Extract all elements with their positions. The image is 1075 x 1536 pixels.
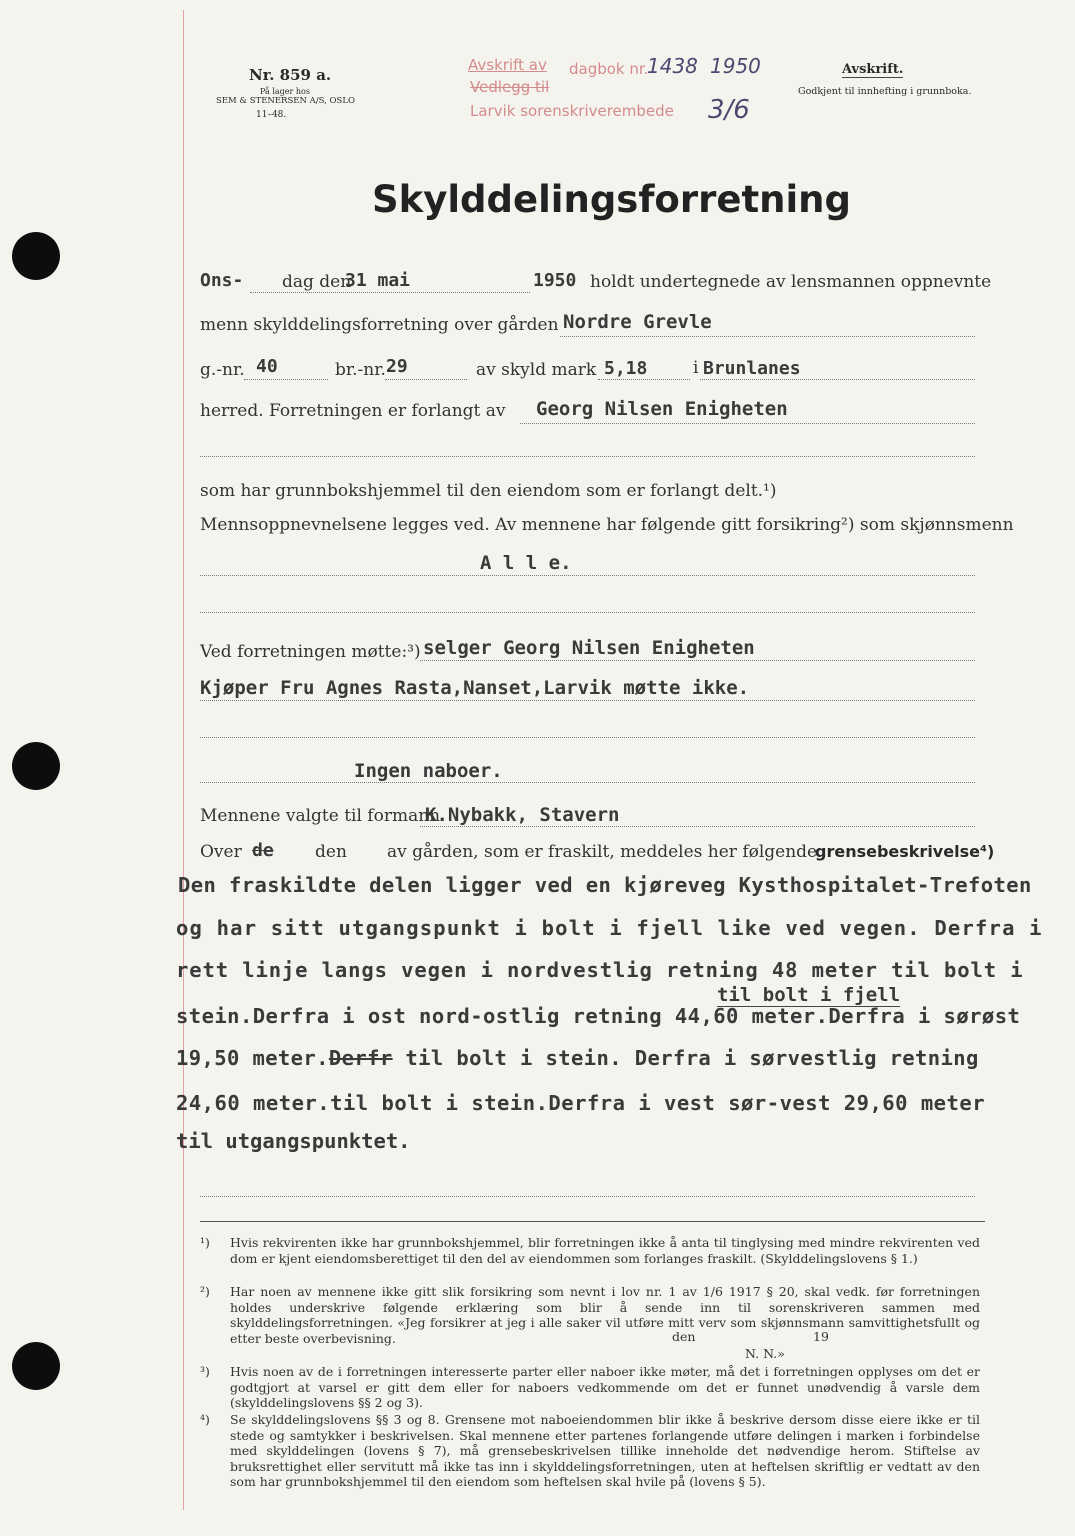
punch-hole xyxy=(12,1342,60,1390)
fill-line xyxy=(200,737,975,738)
footnote-number: ⁴) xyxy=(200,1412,210,1427)
boundary-line: og har sitt utgangspunkt i bolt i fjell like ved vegen. Derfra i xyxy=(176,916,1043,940)
boundary-line: Den fraskildte delen ligger ved en kjøreveg Kysthospitalet-Trefoten xyxy=(178,873,1032,897)
fill-line xyxy=(420,660,975,661)
attendee: selger Georg Nilsen Enigheten xyxy=(423,637,755,659)
fill-line xyxy=(200,612,975,613)
chairman: K.Nybakk, Stavern xyxy=(425,804,620,826)
fill-line xyxy=(200,575,975,576)
boundary-text: 19,50 meter. xyxy=(176,1046,329,1070)
stamp-journal-label: dagbok nr. xyxy=(569,60,649,78)
boundary-insert: til bolt i fjell xyxy=(717,984,901,1006)
footnote-text: Hvis noen av de i forretningen interesserte parter eller naboer ikke møter, må det i forretningen opplyses om det er godtgjort at varsel er gitt dem eller for naboers vedkommende om det er funnet unødvendig å varsle dem (skylddelingslovens §§ 2 og 3). xyxy=(230,1364,980,1410)
boundary-line: 24,60 meter.til bolt i stein.Derfra i vest sør-vest 29,60 meter xyxy=(176,1091,986,1115)
avskrift-note: Godkjent til innhefting i grunnboka. xyxy=(798,86,972,97)
brnr-value: 29 xyxy=(386,356,408,377)
publisher-line: SEM & STENERSEN A/S, OSLO xyxy=(216,96,355,106)
form-text: Over xyxy=(200,842,242,862)
publisher-line: 11–48. xyxy=(256,110,287,120)
form-text: av skyld mark xyxy=(476,360,597,380)
weekday: Ons- xyxy=(200,270,244,291)
signature-year: 19 xyxy=(813,1329,829,1344)
boundary-text: til bolt i stein. Derfra i sørvestlig retning xyxy=(392,1046,979,1070)
form-text: herred. Forretningen er forlangt av xyxy=(200,401,506,421)
form-text: menn skylddelingsforretning over gården xyxy=(200,315,559,335)
fill-line xyxy=(700,379,975,380)
form-text: dag den xyxy=(282,272,352,292)
boundary-line: rett linje langs vegen i nordvestlig retning 48 meter til bolt i xyxy=(176,958,1024,982)
boundary-line: til utgangspunktet. xyxy=(176,1129,411,1153)
struck-word: Derfr xyxy=(328,1046,393,1070)
requested-by: Georg Nilsen Enigheten xyxy=(536,398,788,420)
date: 31 mai xyxy=(345,270,411,291)
fill-line xyxy=(560,336,975,337)
journal-number: 1438 xyxy=(647,54,698,78)
form-text: Mennsoppnevnelsene legges ved. Av mennene har følgende gitt forsikring²) som skjønnsmenn xyxy=(200,515,1014,535)
form-text: holdt undertegnede av lensmannen oppnevnte xyxy=(590,272,992,292)
form-text: som har grunnbokshjemmel til den eiendom som er forlangt delt.¹) xyxy=(200,481,777,501)
form-text: i xyxy=(693,358,699,378)
form-text: br.-nr. xyxy=(335,360,386,380)
footnote-number: ³) xyxy=(200,1364,210,1379)
footnote xyxy=(200,1412,990,1492)
signature-den: den xyxy=(672,1329,696,1344)
margin-rule xyxy=(183,10,184,1510)
boundary-label: grensebeskrivelse⁴) xyxy=(815,842,995,861)
handwritten-date: 3/6 xyxy=(708,95,750,125)
farm-name: Nordre Grevle xyxy=(563,311,712,333)
municipality: Brunlanes xyxy=(703,358,801,379)
attendee: Kjøper Fru Agnes Rasta,Nanset,Larvik møtte ikke. xyxy=(200,677,750,699)
footnote-text: Hvis rekvirenten ikke har grunnbokshjemmel, blir forretningen ikke å anta til tinglysing med mindre rekvirenten ved dom er kjent eiendomsberettiget til den del av eiendommen som forlanges fraskilt. (Skylddelingslovens § 1.) xyxy=(230,1235,980,1266)
signature-nn: N. N.» xyxy=(745,1346,785,1361)
form-number: Nr. 859 a. xyxy=(249,66,332,84)
page-title: Skylddelingsforretning xyxy=(372,178,851,221)
skyld-value: 5,18 xyxy=(604,358,648,379)
boundary-line xyxy=(176,1046,979,1070)
stamp-attachment: Vedlegg til xyxy=(470,78,550,96)
assurers: A l l e. xyxy=(480,552,572,574)
fill-line xyxy=(200,456,975,457)
stamp-copy-of: Avskrift av xyxy=(468,56,547,74)
footnote-number: ²) xyxy=(200,1284,210,1299)
stamp-year: 1950 xyxy=(710,54,761,78)
fill-line xyxy=(520,423,975,424)
footnote xyxy=(200,1284,990,1356)
fill-line xyxy=(250,292,530,293)
footnote-divider xyxy=(200,1221,985,1222)
struck-word: de xyxy=(252,840,274,861)
punch-hole xyxy=(12,232,60,280)
fill-line xyxy=(200,700,975,701)
stamp-court-office: Larvik sorenskriverembede xyxy=(470,102,674,120)
publisher-line: På lager hos xyxy=(260,87,310,96)
form-text: g.-nr. xyxy=(200,360,245,380)
year: 1950 xyxy=(533,270,577,291)
punch-hole xyxy=(12,742,60,790)
neighbours: Ingen naboer. xyxy=(354,760,503,782)
fill-line xyxy=(200,782,975,783)
footnote-text: Se skylddelingslovens §§ 3 og 8. Grensene mot naboeiendommen blir ikke å beskrive dersom disse eiere ikke er til stede og samtykker i beskrivelsen. Skal mennene etter partenes forlangende utføre delingen i marken i forbindelse med skylddelingen (lovens § 7), må grensebeskrivelsen tillike inneholde det nødvendige herom. Stiftelse av bruksrettighet eller servitutt må ikke tas inn i skylddelingsforretningen, uten at heftelsen skriftlig er vedtatt av den som har grunnbokshjemmel til den eiendom som heftelsen skal hvile på (lovens § 5). xyxy=(230,1412,980,1489)
footnote xyxy=(200,1364,990,1414)
form-text: Ved forretningen møtte:³) xyxy=(200,642,421,662)
fill-line xyxy=(598,379,690,380)
gnr-value: 40 xyxy=(256,356,278,377)
boundary-line: stein.Derfra i ost nord-ostlig retning 44,60 meter.Derfra i sørøst xyxy=(176,1004,1021,1028)
fill-line xyxy=(200,1196,975,1197)
footnote-number: ¹) xyxy=(200,1235,210,1250)
form-text: Mennene valgte til formann xyxy=(200,806,441,826)
avskrift-label: Avskrift. xyxy=(842,62,904,77)
fill-line xyxy=(244,379,328,380)
form-text: den xyxy=(315,842,347,862)
footnote-text: Har noen av mennene ikke gitt slik forsikring som nevnt i lov nr. 1 av 1/6 1917 § 20, skal vedk. før forretningen holdes underskrive følgende erklæring som blir å sende inn til sorenskriveren sammen med skylddelingsforretningen. «Jeg forsikrer at jeg i alle saker vil utføre mitt verv som skjønnsmann samvittighetsfullt og etter beste overbevisning. xyxy=(230,1284,980,1346)
form-text: av gården, som er fraskilt, meddeles her følgende xyxy=(387,842,818,862)
fill-line xyxy=(385,379,467,380)
fill-line xyxy=(420,826,975,827)
